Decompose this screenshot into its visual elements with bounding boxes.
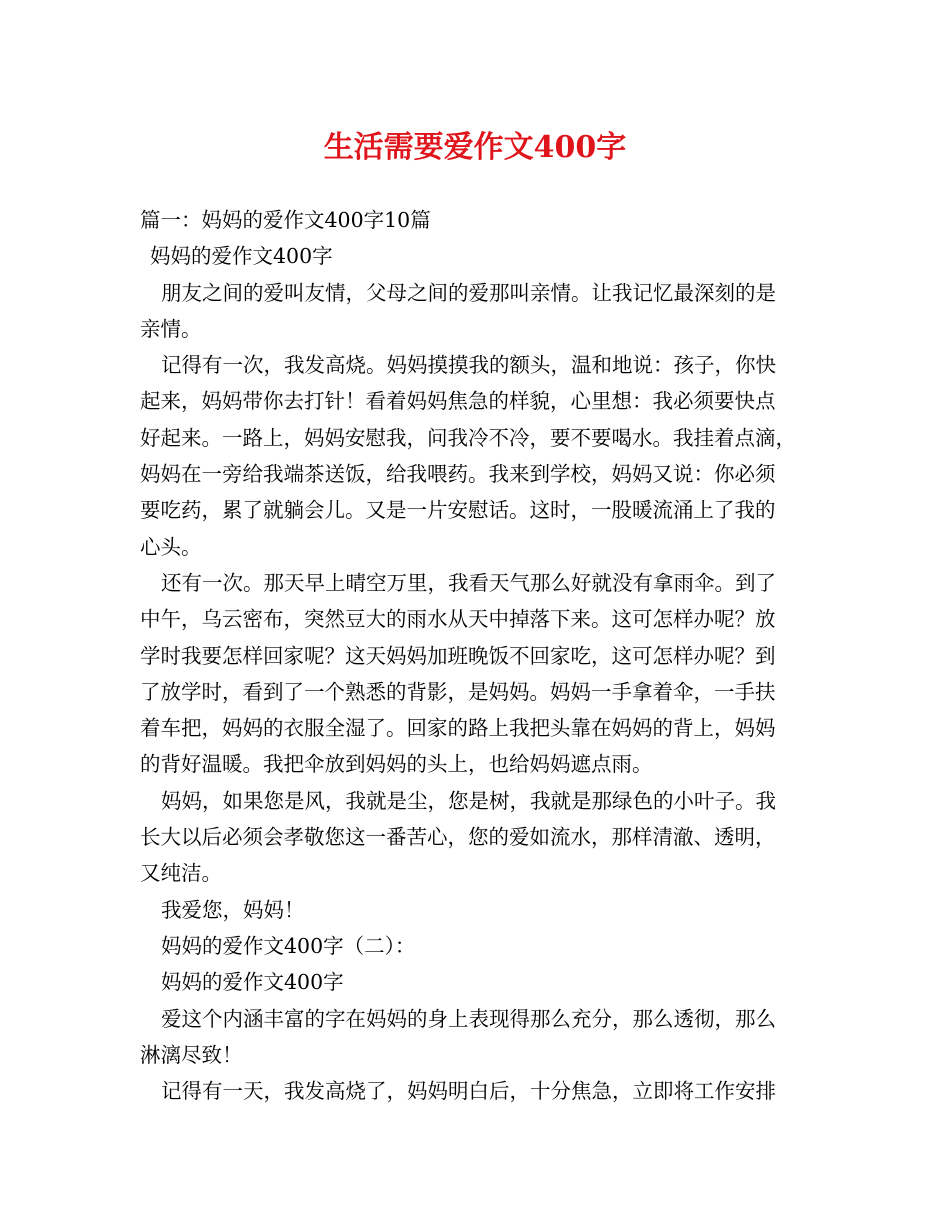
paragraph-line: 要吃药，累了就躺会儿。又是一片安慰话。这时，一股暖流涌上了我的	[140, 498, 776, 523]
paragraph-line: 亲情。	[140, 316, 202, 341]
paragraph-line: 学时我要怎样回家呢？这天妈妈加班晚饭不回家吃，这可怎样办呢？到	[140, 643, 776, 668]
document-body	[140, 202, 816, 1109]
paragraph-line: 了放学时，看到了一个熟悉的背影，是妈妈。妈妈一手拿着伞，一手扶	[140, 679, 776, 704]
paragraph-line: 朋友之间的爱叫友情，父母之间的爱那叫亲情。让我记忆最深刻的是	[161, 280, 776, 305]
subheading: 妈妈的爱作文400字	[161, 970, 344, 995]
paragraph-line: 长大以后必须会孝敬您这一番苦心，您的爱如流水，那样清澈、透明，	[140, 825, 776, 850]
paragraph-line: 的背好温暖。我把伞放到妈妈的头上，也给妈妈遮点雨。	[140, 752, 653, 777]
paragraph-line: 记得有一次，我发高烧。妈妈摸摸我的额头，温和地说：孩子，你快	[161, 353, 776, 378]
paragraph-line: 淋漓尽致！	[140, 1042, 243, 1067]
paragraph-line: 好起来。一路上，妈妈安慰我，问我冷不冷，要不要喝水。我挂着点滴，	[140, 425, 796, 450]
paragraph-line: 爱这个内涵丰富的字在妈妈的身上表现得那么充分，那么透彻，那么	[161, 1006, 776, 1031]
paragraph-line: 中午，乌云密布，突然豆大的雨水从天中掉落下来。这可怎样办呢？放	[140, 607, 776, 632]
subheading: 妈妈的爱作文400字	[150, 244, 333, 269]
document-title: 生活需要爱作文400字	[323, 130, 627, 165]
paragraph-line: 我爱您，妈妈！	[161, 897, 305, 922]
paragraph-line: 还有一次。那天早上晴空万里，我看天气那么好就没有拿雨伞。到了	[161, 570, 776, 595]
paragraph-line: 心头。	[140, 534, 202, 559]
subheading: 妈妈的爱作文400字（二）：	[161, 933, 416, 958]
paragraph-line: 起来，妈妈带你去打针！看着妈妈焦急的样貌，心里想：我必须要快点	[140, 389, 776, 414]
paragraph-line: 妈妈，如果您是风，我就是尘，您是树，我就是那绿色的小叶子。我	[161, 788, 776, 813]
paragraph-line: 记得有一天，我发高烧了，妈妈明白后，十分焦急，立即将工作安排	[161, 1079, 776, 1104]
paragraph-line: 着车把，妈妈的衣服全湿了。回家的路上我把头靠在妈妈的背上，妈妈	[140, 716, 776, 741]
paragraph-line: 又纯洁。	[140, 861, 222, 886]
section-heading: 篇一：妈妈的爱作文400字10篇	[140, 208, 431, 232]
paragraph-line: 妈妈在一旁给我端茶送饭，给我喂药。我来到学校，妈妈又说：你必须	[140, 462, 776, 487]
